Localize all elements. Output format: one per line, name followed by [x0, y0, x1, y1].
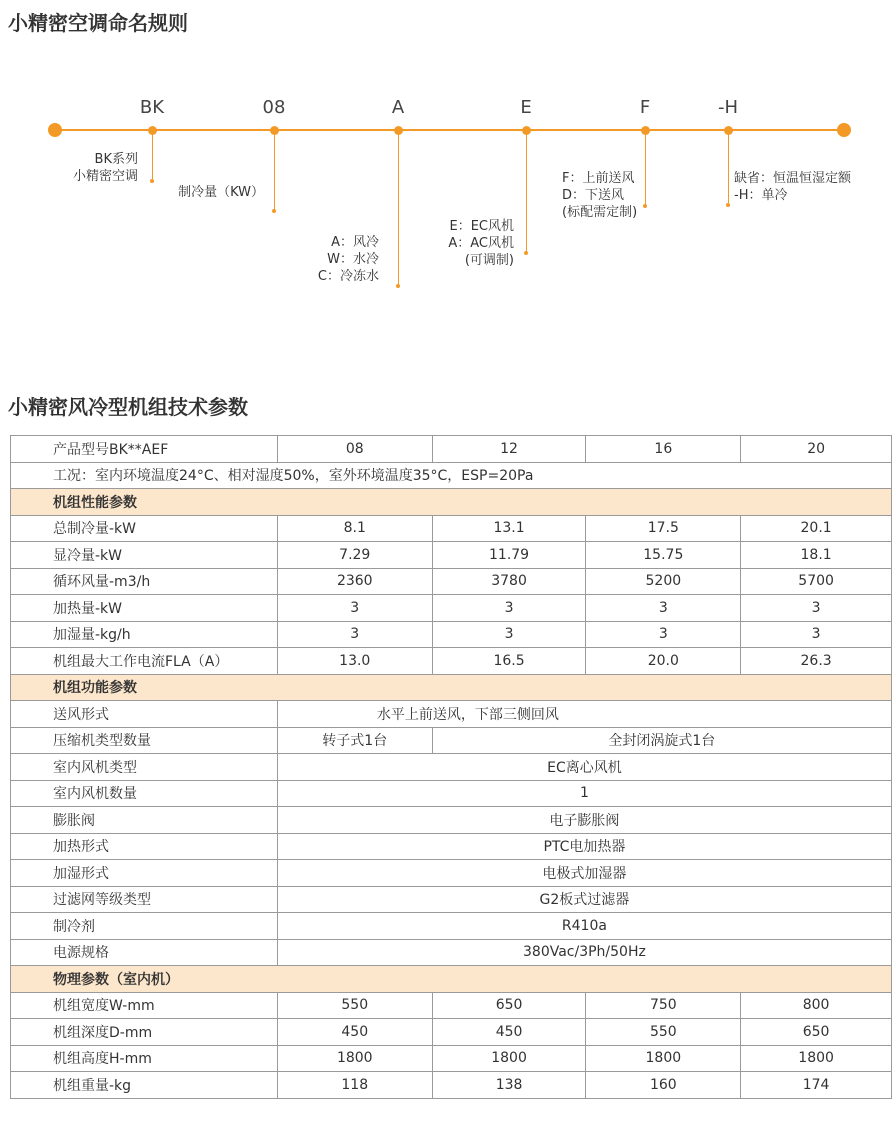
cell: 1800	[741, 1045, 892, 1072]
table-row	[11, 515, 892, 542]
header-20: 20	[741, 436, 892, 463]
cell: 15.75	[586, 542, 741, 569]
row-label: 加热形式	[11, 833, 278, 860]
cell: 450	[432, 1019, 586, 1046]
cell: 7.29	[277, 542, 432, 569]
cell: 450	[277, 1019, 432, 1046]
row-label: 加湿形式	[11, 860, 278, 887]
desc-h: 缺省：恒温恒湿定额 -H：单冷	[734, 171, 852, 203]
cell: 1800	[586, 1045, 741, 1072]
section-performance	[11, 489, 892, 516]
cell: 转子式1台	[277, 727, 432, 754]
cell: 380Vac/3Ph/50Hz	[277, 939, 891, 966]
cell: 13.1	[432, 515, 586, 542]
row-label: 室内风机数量	[11, 780, 278, 807]
condition-text: 工况：室内环境温度24°C、相对湿度50%，室外环境温度35°C，ESP=20Pa	[11, 462, 892, 489]
connector-08	[274, 130, 275, 211]
row-label: 过滤网等级类型	[11, 886, 278, 913]
cell: 750	[586, 992, 741, 1019]
cell: 1800	[432, 1045, 586, 1072]
row-label: 机组宽度W-mm	[11, 992, 278, 1019]
cell: 1800	[277, 1045, 432, 1072]
table-header-row	[11, 436, 892, 463]
cell: 3780	[432, 568, 586, 595]
row-label: 制冷剂	[11, 913, 278, 940]
cell: 20.0	[586, 648, 741, 675]
cell: 3	[277, 621, 432, 648]
cell: 16.5	[432, 648, 586, 675]
cell: 3	[741, 595, 892, 622]
cell: 2360	[277, 568, 432, 595]
table-row	[11, 913, 892, 940]
cell: 18.1	[741, 542, 892, 569]
cell: 160	[586, 1072, 741, 1099]
desc-08: 制冷量（KW）	[178, 185, 264, 200]
table-row	[11, 542, 892, 569]
row-label: 膨胀阀	[11, 807, 278, 834]
tip-dot-f	[643, 204, 647, 208]
row-label: 机组高度H-mm	[11, 1045, 278, 1072]
section-function	[11, 674, 892, 701]
cell: 3	[432, 621, 586, 648]
cell: 800	[741, 992, 892, 1019]
table-row	[11, 860, 892, 887]
connector-f	[645, 130, 646, 206]
naming-rule-title: 小精密空调命名规则	[8, 11, 188, 35]
cell: 5200	[586, 568, 741, 595]
connector-a	[398, 130, 399, 286]
cell: 3	[741, 621, 892, 648]
cell: 电极式加湿器	[277, 860, 891, 887]
cell: 26.3	[741, 648, 892, 675]
tip-dot-e	[524, 251, 528, 255]
cell: PTC电加热器	[277, 833, 891, 860]
cell: 水平上前送风，下部三侧回风	[277, 701, 891, 728]
tip-dot-h	[726, 203, 730, 207]
connector-h	[728, 130, 729, 205]
row-label: 循环风量-m3/h	[11, 568, 278, 595]
cell: R410a	[277, 913, 891, 940]
desc-e: E：EC风机 A：AC风机 (可调制)	[448, 219, 514, 268]
table-row	[11, 648, 892, 675]
cell: 17.5	[586, 515, 741, 542]
row-label: 压缩机类型数量	[11, 727, 278, 754]
cell: 13.0	[277, 648, 432, 675]
cell: 11.79	[432, 542, 586, 569]
table-row	[11, 701, 892, 728]
row-label: 送风形式	[11, 701, 278, 728]
tip-dot-a	[396, 284, 400, 288]
axis-start-dot	[48, 123, 62, 137]
connector-bk	[152, 130, 153, 181]
cell: 3	[586, 621, 741, 648]
row-label: 加湿量-kg/h	[11, 621, 278, 648]
header-model: 产品型号BK**AEF	[11, 436, 278, 463]
cell: 650	[741, 1019, 892, 1046]
table-row	[11, 807, 892, 834]
code-a: A	[391, 97, 405, 118]
row-label: 总制冷量-kW	[11, 515, 278, 542]
row-label: 机组重量-kg	[11, 1072, 278, 1099]
table-row	[11, 754, 892, 781]
code-08: 08	[262, 97, 286, 118]
table-row	[11, 1045, 892, 1072]
spec-table-title: 小精密风冷型机组技术参数	[8, 395, 248, 419]
cell: 550	[586, 1019, 741, 1046]
cell: EC离心风机	[277, 754, 891, 781]
table-row	[11, 1072, 892, 1099]
cell: 550	[277, 992, 432, 1019]
cell: 118	[277, 1072, 432, 1099]
table-row	[11, 886, 892, 913]
row-label: 显冷量-kW	[11, 542, 278, 569]
table-row	[11, 939, 892, 966]
table-row	[11, 992, 892, 1019]
cell: G2板式过滤器	[277, 886, 891, 913]
table-row	[11, 568, 892, 595]
row-label: 机组深度D-mm	[11, 1019, 278, 1046]
cell: 8.1	[277, 515, 432, 542]
row-label: 电源规格	[11, 939, 278, 966]
table-row	[11, 780, 892, 807]
header-08: 08	[277, 436, 432, 463]
section-title: 机组性能参数	[11, 489, 892, 516]
desc-bk: BK系列 小精密空调	[72, 152, 138, 184]
table-row	[11, 595, 892, 622]
cell: 20.1	[741, 515, 892, 542]
code-h: -H	[717, 97, 739, 118]
cell: 5700	[741, 568, 892, 595]
condition-row	[11, 462, 892, 489]
table-row	[11, 621, 892, 648]
cell: 电子膨胀阀	[277, 807, 891, 834]
cell: 3	[277, 595, 432, 622]
row-label: 机组最大工作电流FLA（A）	[11, 648, 278, 675]
table-row	[11, 1019, 892, 1046]
code-bk: BK	[139, 97, 165, 118]
axis-end-dot	[837, 123, 851, 137]
section-title: 物理参数（室内机）	[11, 966, 892, 993]
section-title: 机组功能参数	[11, 674, 892, 701]
cell: 3	[432, 595, 586, 622]
section-physical	[11, 966, 892, 993]
code-f: F	[639, 97, 651, 118]
cell: 1	[277, 780, 891, 807]
cell: 650	[432, 992, 586, 1019]
cell: 174	[741, 1072, 892, 1099]
cell: 138	[432, 1072, 586, 1099]
code-e: E	[520, 97, 532, 118]
desc-f: F：上前送风 D：下送风 (标配需定制)	[562, 171, 638, 220]
row-label: 室内风机类型	[11, 754, 278, 781]
header-16: 16	[586, 436, 741, 463]
connector-e	[526, 130, 527, 253]
table-row	[11, 727, 892, 754]
desc-a: A：风冷 W：水冷 C：冷冻水	[317, 235, 379, 284]
cell: 全封闭涡旋式1台	[432, 727, 891, 754]
tip-dot-bk	[150, 179, 154, 183]
tip-dot-08	[272, 209, 276, 213]
naming-diagram	[0, 0, 892, 330]
row-label: 加热量-kW	[11, 595, 278, 622]
cell: 3	[586, 595, 741, 622]
table-row	[11, 833, 892, 860]
header-12: 12	[432, 436, 586, 463]
spec-table	[10, 435, 892, 1099]
